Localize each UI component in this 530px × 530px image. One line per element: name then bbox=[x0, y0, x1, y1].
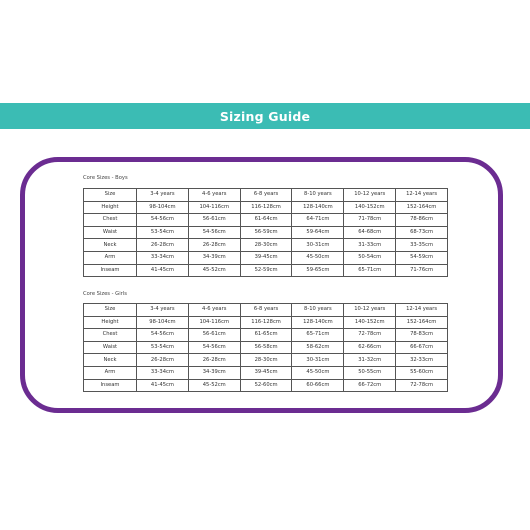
measurement-value-cell: 68-73cm bbox=[396, 226, 448, 239]
header-banner bbox=[0, 103, 530, 129]
table-row bbox=[84, 366, 448, 379]
column-header-cell: 12-14 years bbox=[396, 189, 448, 202]
table-row bbox=[84, 214, 448, 227]
column-header-cell: 3-4 years bbox=[137, 304, 189, 317]
column-header-cell: 4-6 years bbox=[188, 189, 240, 202]
girls-size-table bbox=[83, 303, 448, 392]
measurement-value-cell: 45-50cm bbox=[292, 251, 344, 264]
measurement-value-cell: 26-28cm bbox=[137, 239, 189, 252]
measurement-value-cell: 128-140cm bbox=[292, 201, 344, 214]
measurement-value-cell: 54-59cm bbox=[396, 251, 448, 264]
boys-section-label: Core Sizes - Boys bbox=[83, 175, 128, 181]
column-header-cell: 6-8 years bbox=[240, 304, 292, 317]
measurement-value-cell: 33-34cm bbox=[137, 251, 189, 264]
measurement-value-cell: 65-71cm bbox=[344, 264, 396, 277]
measurement-value-cell: 54-56cm bbox=[188, 226, 240, 239]
measurement-value-cell: 28-30cm bbox=[240, 239, 292, 252]
measurement-value-cell: 54-56cm bbox=[188, 341, 240, 354]
measurement-value-cell: 41-45cm bbox=[137, 379, 189, 392]
measurement-value-cell: 50-55cm bbox=[344, 366, 396, 379]
measurement-value-cell: 31-33cm bbox=[344, 239, 396, 252]
measurement-value-cell: 45-52cm bbox=[188, 379, 240, 392]
girls-section-label: Core Sizes - Girls bbox=[83, 291, 127, 297]
measurement-value-cell: 60-66cm bbox=[292, 379, 344, 392]
measurement-value-cell: 45-50cm bbox=[292, 366, 344, 379]
measurement-value-cell: 140-152cm bbox=[344, 201, 396, 214]
measurement-label-cell: Inseam bbox=[84, 379, 137, 392]
boys-size-table bbox=[83, 188, 448, 277]
measurement-value-cell: 56-61cm bbox=[188, 329, 240, 342]
measurement-label-cell: Arm bbox=[84, 366, 137, 379]
measurement-value-cell: 41-45cm bbox=[137, 264, 189, 277]
column-header-cell: 10-12 years bbox=[344, 304, 396, 317]
measurement-value-cell: 45-52cm bbox=[188, 264, 240, 277]
table-header-row bbox=[84, 189, 448, 202]
measurement-value-cell: 98-104cm bbox=[137, 316, 189, 329]
measurement-value-cell: 62-66cm bbox=[344, 341, 396, 354]
measurement-value-cell: 66-72cm bbox=[344, 379, 396, 392]
measurement-value-cell: 71-78cm bbox=[344, 214, 396, 227]
table-row bbox=[84, 379, 448, 392]
measurement-value-cell: 59-64cm bbox=[292, 226, 344, 239]
table-row bbox=[84, 251, 448, 264]
table-row bbox=[84, 354, 448, 367]
measurement-label-cell: Neck bbox=[84, 239, 137, 252]
column-header-cell: 8-10 years bbox=[292, 189, 344, 202]
measurement-value-cell: 78-83cm bbox=[396, 329, 448, 342]
measurement-value-cell: 140-152cm bbox=[344, 316, 396, 329]
measurement-label-cell: Waist bbox=[84, 226, 137, 239]
measurement-value-cell: 31-32cm bbox=[344, 354, 396, 367]
measurement-value-cell: 26-28cm bbox=[188, 239, 240, 252]
measurement-value-cell: 64-68cm bbox=[344, 226, 396, 239]
measurement-value-cell: 66-67cm bbox=[396, 341, 448, 354]
measurement-value-cell: 55-60cm bbox=[396, 366, 448, 379]
measurement-value-cell: 54-56cm bbox=[137, 214, 189, 227]
column-header-cell: 4-6 years bbox=[188, 304, 240, 317]
measurement-value-cell: 26-28cm bbox=[188, 354, 240, 367]
measurement-value-cell: 56-59cm bbox=[240, 226, 292, 239]
table-row bbox=[84, 239, 448, 252]
column-header-cell: 10-12 years bbox=[344, 189, 396, 202]
column-header-cell: 12-14 years bbox=[396, 304, 448, 317]
column-header-cell: 3-4 years bbox=[137, 189, 189, 202]
measurement-value-cell: 61-64cm bbox=[240, 214, 292, 227]
measurement-value-cell: 52-59cm bbox=[240, 264, 292, 277]
size-header-cell: Size bbox=[84, 304, 137, 317]
measurement-value-cell: 28-30cm bbox=[240, 354, 292, 367]
measurement-value-cell: 56-61cm bbox=[188, 214, 240, 227]
size-header-cell: Size bbox=[84, 189, 137, 202]
measurement-value-cell: 59-65cm bbox=[292, 264, 344, 277]
measurement-value-cell: 30-31cm bbox=[292, 239, 344, 252]
measurement-label-cell: Height bbox=[84, 316, 137, 329]
measurement-value-cell: 71-76cm bbox=[396, 264, 448, 277]
measurement-value-cell: 26-28cm bbox=[137, 354, 189, 367]
measurement-label-cell: Neck bbox=[84, 354, 137, 367]
measurement-value-cell: 72-78cm bbox=[396, 379, 448, 392]
measurement-value-cell: 58-62cm bbox=[292, 341, 344, 354]
table-row bbox=[84, 316, 448, 329]
measurement-value-cell: 78-86cm bbox=[396, 214, 448, 227]
measurement-value-cell: 52-60cm bbox=[240, 379, 292, 392]
measurement-value-cell: 34-39cm bbox=[188, 251, 240, 264]
measurement-value-cell: 53-54cm bbox=[137, 226, 189, 239]
measurement-label-cell: Chest bbox=[84, 329, 137, 342]
measurement-value-cell: 54-56cm bbox=[137, 329, 189, 342]
measurement-label-cell: Waist bbox=[84, 341, 137, 354]
measurement-value-cell: 56-58cm bbox=[240, 341, 292, 354]
measurement-value-cell: 50-54cm bbox=[344, 251, 396, 264]
measurement-value-cell: 30-31cm bbox=[292, 354, 344, 367]
measurement-value-cell: 33-34cm bbox=[137, 366, 189, 379]
measurement-value-cell: 116-128cm bbox=[240, 316, 292, 329]
table-row bbox=[84, 226, 448, 239]
table-row bbox=[84, 341, 448, 354]
measurement-value-cell: 53-54cm bbox=[137, 341, 189, 354]
measurement-value-cell: 39-45cm bbox=[240, 366, 292, 379]
table-header-row bbox=[84, 304, 448, 317]
page-title: Sizing Guide bbox=[219, 108, 311, 124]
column-header-cell: 8-10 years bbox=[292, 304, 344, 317]
table-row bbox=[84, 329, 448, 342]
measurement-value-cell: 32-33cm bbox=[396, 354, 448, 367]
measurement-value-cell: 104-116cm bbox=[188, 201, 240, 214]
measurement-value-cell: 64-71cm bbox=[292, 214, 344, 227]
measurement-value-cell: 116-128cm bbox=[240, 201, 292, 214]
measurement-label-cell: Inseam bbox=[84, 264, 137, 277]
table-row bbox=[84, 201, 448, 214]
measurement-label-cell: Arm bbox=[84, 251, 137, 264]
table-row bbox=[84, 264, 448, 277]
measurement-value-cell: 34-39cm bbox=[188, 366, 240, 379]
measurement-value-cell: 128-140cm bbox=[292, 316, 344, 329]
measurement-value-cell: 104-116cm bbox=[188, 316, 240, 329]
measurement-label-cell: Height bbox=[84, 201, 137, 214]
measurement-value-cell: 39-45cm bbox=[240, 251, 292, 264]
measurement-value-cell: 61-65cm bbox=[240, 329, 292, 342]
measurement-label-cell: Chest bbox=[84, 214, 137, 227]
column-header-cell: 6-8 years bbox=[240, 189, 292, 202]
measurement-value-cell: 98-104cm bbox=[137, 201, 189, 214]
measurement-value-cell: 152-164cm bbox=[396, 201, 448, 214]
measurement-value-cell: 72-78cm bbox=[344, 329, 396, 342]
measurement-value-cell: 65-71cm bbox=[292, 329, 344, 342]
measurement-value-cell: 33-35cm bbox=[396, 239, 448, 252]
measurement-value-cell: 152-164cm bbox=[396, 316, 448, 329]
